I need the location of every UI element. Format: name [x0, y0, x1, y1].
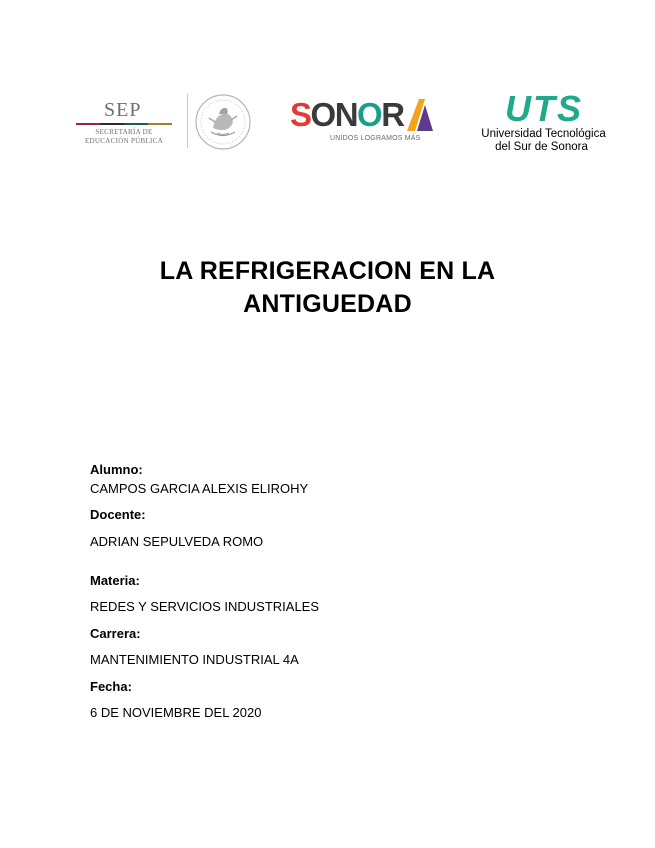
- sonora-letter: N: [334, 96, 358, 133]
- sonora-letter: S: [290, 96, 311, 133]
- sep-color-stripe: [76, 123, 172, 125]
- sep-stripe-segment: [76, 123, 100, 125]
- sep-stripe-segment: [148, 123, 172, 125]
- fecha-value: 6 DE NOVIEMBRE DEL 2020: [90, 705, 262, 720]
- sep-stripe-segment: [124, 123, 148, 125]
- sonora-a-mark-icon: [405, 99, 433, 131]
- sep-name-line-1: SECRETARÍA DE: [95, 128, 153, 136]
- sonora-wordmark: [290, 98, 433, 132]
- national-seal-icon: [193, 92, 253, 152]
- sonora-logo: [290, 98, 452, 148]
- svg-text:UTS: UTS: [505, 90, 583, 126]
- document-title: [0, 255, 655, 321]
- sep-acronym: SEP: [104, 99, 142, 121]
- sep-name: [82, 128, 166, 145]
- alumno-label: Alumno:: [90, 462, 143, 477]
- logo-header: [0, 84, 655, 164]
- docente-label: Docente:: [90, 507, 146, 522]
- materia-value: REDES Y SERVICIOS INDUSTRIALES: [90, 599, 320, 614]
- logo-divider: [187, 94, 188, 148]
- uts-mark-icon: [494, 90, 594, 126]
- sonora-letter: O: [310, 96, 335, 133]
- carrera-value: MANTENIMIENTO INDUSTRIAL 4A: [90, 652, 299, 667]
- title-line-2: ANTIGUEDAD: [243, 290, 412, 318]
- carrera-label: Carrera:: [90, 626, 141, 641]
- uts-name-line-2: del Sur de Sonora: [495, 141, 588, 153]
- sonora-tagline: UNIDOS LOGRAMOS MÁS: [330, 135, 421, 142]
- uts-logo: [472, 90, 607, 156]
- materia-label: Materia:: [90, 573, 140, 588]
- sep-stripe-segment: [100, 123, 124, 125]
- sonora-letter: O: [357, 96, 382, 133]
- alumno-value: CAMPOS GARCIA ALEXIS ELIROHY: [90, 481, 309, 496]
- uts-name-line-1: Universidad Tecnológica: [481, 128, 606, 140]
- title-line-1: LA REFRIGERACION EN LA: [159, 257, 496, 285]
- sonora-letter: R: [381, 96, 404, 133]
- sep-logo: [72, 100, 182, 146]
- sep-name-line-2: EDUCACIÓN PÚBLICA: [84, 136, 164, 145]
- docente-value: ADRIAN SEPULVEDA ROMO: [90, 534, 264, 549]
- fecha-label: Fecha:: [90, 679, 132, 694]
